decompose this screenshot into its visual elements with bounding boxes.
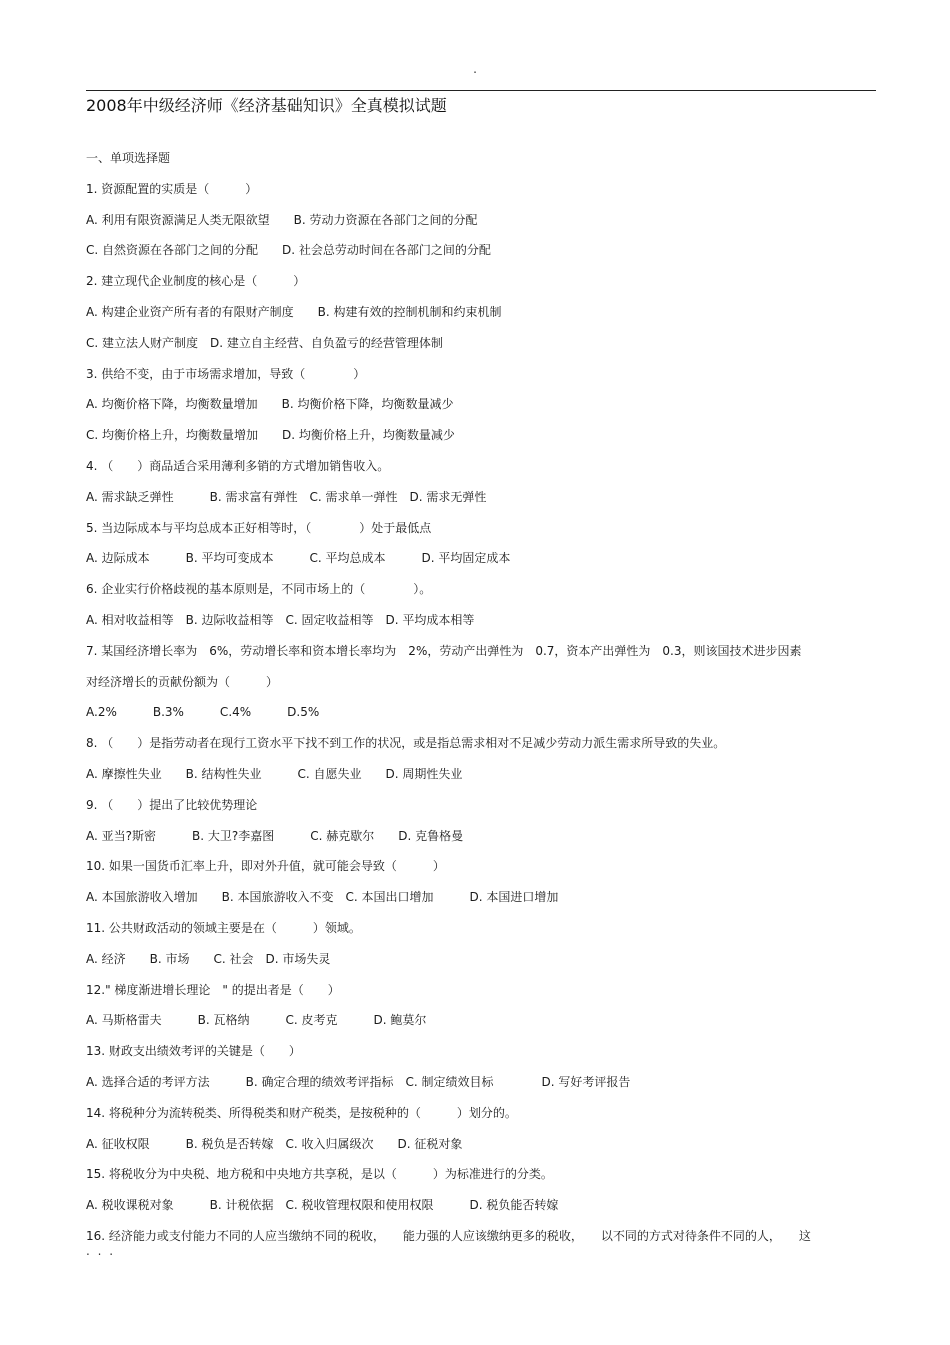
text-line: A. 均衡价格下降，均衡数量增加 B. 均衡价格下降，均衡数量减少 [86, 397, 454, 412]
text-line: A. 摩擦性失业 B. 结构性失业 C. 自愿失业 D. 周期性失业 [86, 766, 463, 781]
text-line: 对经济增长的贡献份额为（ ） [86, 674, 279, 689]
text-line: A. 本国旅游收入增加 B. 本国旅游收入不变 C. 本国出口增加 D. 本国进口增加 [86, 890, 559, 905]
text-line: 4. （ ）商品适合采用薄利多销的方式增加销售收入。 [86, 458, 390, 473]
text-line: 10. 如果一国货币汇率上升，即对外升值，就可能会导致（ ） [86, 859, 445, 874]
document-body [86, 143, 886, 1252]
text-line: 15. 将税收分为中央税、地方税和中央地方共享税，是以（ ）为标准进行的分类。 [86, 1167, 553, 1182]
text-line: C. 自然资源在各部门之间的分配 D. 社会总劳动时间在各部门之间的分配 [86, 243, 491, 258]
text-line: A. 相对收益相等 B. 边际收益相等 C. 固定收益相等 D. 平均成本相等 [86, 612, 475, 627]
text-line: A. 利用有限资源满足人类无限欲望 B. 劳动力资源在各部门之间的分配 [86, 212, 478, 227]
text-line: A. 亚当?斯密 B. 大卫?李嘉图 C. 赫克歇尔 D. 克鲁格曼 [86, 828, 464, 843]
text-line: 11. 公共财政活动的领域主要是在（ ）领域。 [86, 920, 361, 935]
header-rule [86, 90, 876, 91]
header-dot: . [473, 62, 477, 76]
page-title: 2008年中级经济师《经济基础知识》全真模拟试题 [86, 96, 447, 115]
text-line: 12." 梯度渐进增长理论 " 的提出者是（ ） [86, 982, 340, 997]
continuation-mark: . . . [86, 1244, 116, 1258]
text-line: A.2% B.3% C.4% D.5% [86, 705, 320, 720]
text-line: 1. 资源配置的实质是（ ） [86, 181, 258, 196]
section-heading: 一、单项选择题 [86, 151, 171, 165]
text-line: 3. 供给不变，由于市场需求增加，导致（ ） [86, 366, 366, 381]
text-line: C. 均衡价格上升，均衡数量增加 D. 均衡价格上升，均衡数量减少 [86, 428, 455, 443]
text-line: 2. 建立现代企业制度的核心是（ ） [86, 274, 306, 289]
text-line: A. 边际成本 B. 平均可变成本 C. 平均总成本 D. 平均固定成本 [86, 551, 511, 566]
question-list [86, 174, 886, 1252]
text-line: 5. 当边际成本与平均总成本正好相等时，（ ）处于最低点 [86, 520, 432, 535]
text-line: A. 经济 B. 市场 C. 社会 D. 市场失灵 [86, 951, 331, 966]
text-line: C. 建立法人财产制度 D. 建立自主经营、自负盈亏的经营管理体制 [86, 335, 443, 350]
text-line: A. 征收权限 B. 税负是否转嫁 C. 收入归属级次 D. 征税对象 [86, 1136, 463, 1151]
text-line: A. 构建企业资产所有者的有限财产制度 B. 构建有效的控制机制和约束机制 [86, 304, 502, 319]
text-line: A. 税收课税对象 B. 计税依据 C. 税收管理权限和使用权限 D. 税负能否转嫁 [86, 1198, 559, 1213]
text-line: 8. （ ）是指劳动者在现行工资水平下找不到工作的状况，或是指总需求相对不足减少劳动力派生需求所导致的失业。 [86, 736, 726, 751]
text-line: 7. 某国经济增长率为 6%，劳动增长率和资本增长率均为 2%，劳动产出弹性为 0.7，资本产出弹性为 0.3，则该国技术进步因素 [86, 643, 802, 658]
text-line: A. 马斯格雷夫 B. 瓦格纳 C. 皮考克 D. 鲍莫尔 [86, 1013, 427, 1028]
text-line: 6. 企业实行价格歧视的基本原则是，不同市场上的（ ）。 [86, 582, 432, 597]
text-line: 13. 财政支出绩效考评的关键是（ ） [86, 1044, 301, 1059]
text-line: 16. 经济能力或支付能力不同的人应当缴纳不同的税收， 能力强的人应该缴纳更多的税收， 以不同的方式对待条件不同的人， 这 [86, 1228, 811, 1243]
text-line: 14. 将税种分为流转税类、所得税类和财产税类，是按税种的（ ）划分的。 [86, 1105, 517, 1120]
text-line: 9. （ ）提出了比较优势理论 [86, 797, 258, 812]
text-line: A. 选择合适的考评方法 B. 确定合理的绩效考评指标 C. 制定绩效目标 D. 写好考评报告 [86, 1074, 631, 1089]
text-line: A. 需求缺乏弹性 B. 需求富有弹性 C. 需求单一弹性 D. 需求无弹性 [86, 489, 487, 504]
